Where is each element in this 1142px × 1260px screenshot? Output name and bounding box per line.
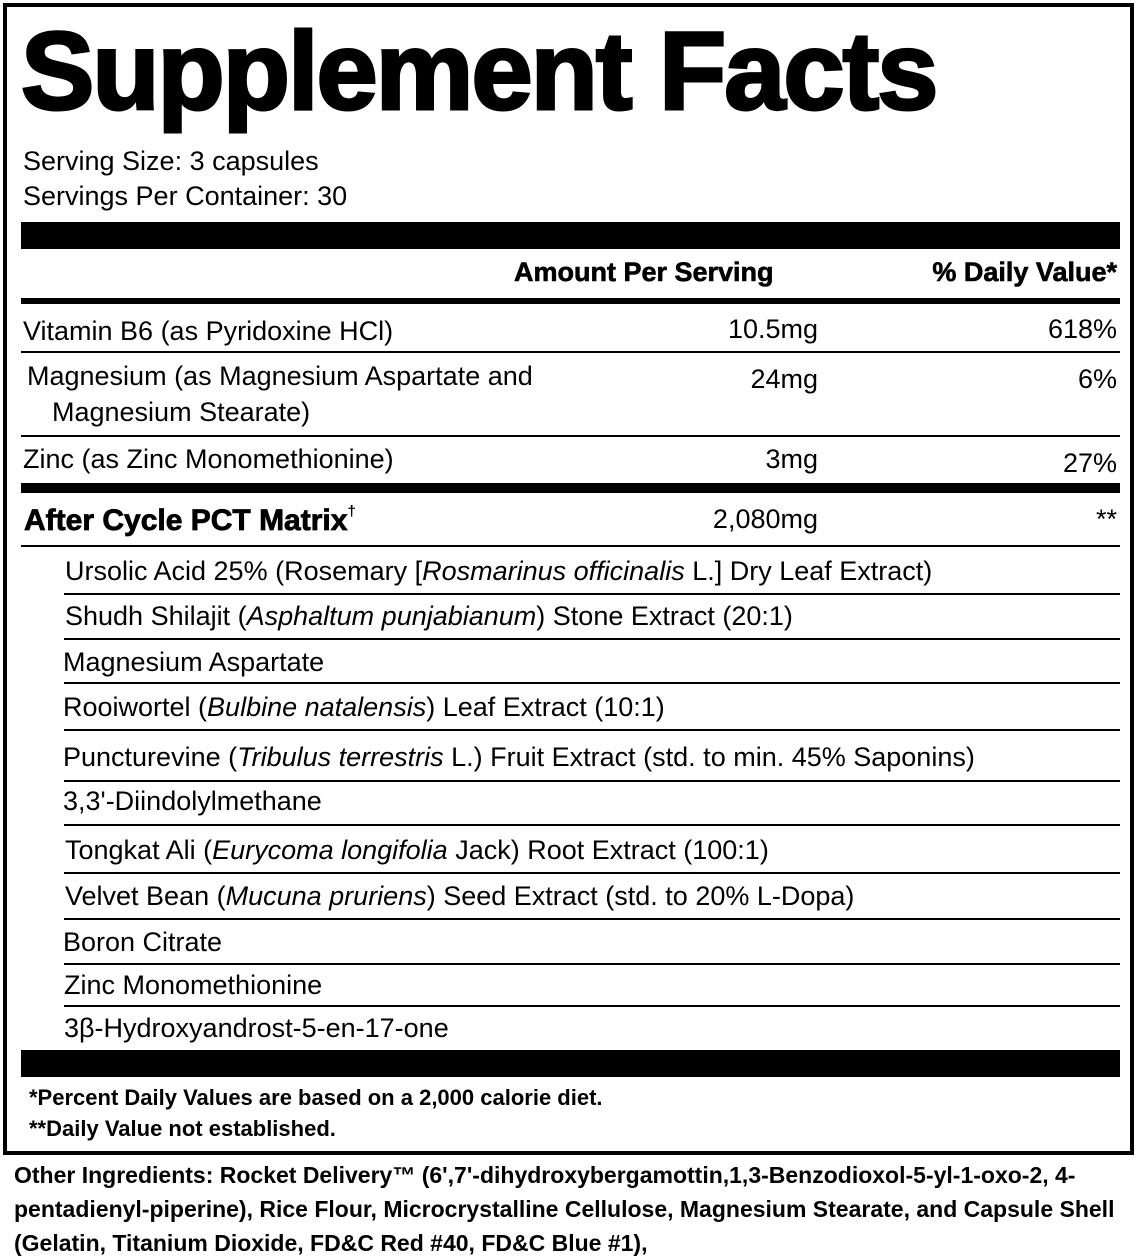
ingredient-text: L.] Dry Leaf Extract) bbox=[684, 556, 933, 586]
ingredient-text: ) Stone Extract (20:1) bbox=[536, 601, 793, 631]
ingredient-text: ) Leaf Extract (10:1) bbox=[426, 692, 665, 722]
ingredient-text: 3,3'-Diindolylmethane bbox=[63, 786, 322, 816]
ingredient-text: Tongkat Ali ( bbox=[65, 835, 213, 865]
ingredient-latin-name: Mucuna pruriens bbox=[225, 881, 427, 911]
ingredient-diindolylmethane bbox=[63, 784, 322, 818]
ingredient-text: Puncturevine ( bbox=[63, 742, 238, 772]
ingredient-shudh-shilajit bbox=[65, 599, 793, 633]
ingredient-hydroxyandrostenone bbox=[64, 1011, 449, 1045]
row-divider bbox=[64, 638, 1120, 640]
ingredient-latin-name: Bulbine natalensis bbox=[207, 692, 427, 722]
row-divider bbox=[21, 545, 1120, 547]
ingredient-text: Shudh Shilajit ( bbox=[65, 601, 247, 631]
footnote-daily-values: *Percent Daily Values are based on a 2,000 calorie diet. bbox=[29, 1085, 603, 1110]
servings-per-container: Servings Per Container: 30 bbox=[23, 181, 348, 211]
matrix-amount: 2,080mg bbox=[712, 504, 818, 534]
other-ingredients: Other Ingredients: Rocket Delivery™ (6',7'-dihydroxybergamottin,1,3-Benzodioxol-5-yl-1-oxo-2, 4-pentadienyl-piperine), Rice Flour, Microcrystalline Cellulose, Magnesium Stearate, and Capsule Shell (Gelatin, Titanium Dioxide, FD&C Red #40, FD&C Blue #1), bbox=[14, 1162, 1115, 1256]
nutrient-amount-magnesium: 24mg bbox=[750, 364, 818, 394]
row-divider bbox=[64, 1005, 1120, 1007]
matrix-name bbox=[24, 503, 356, 538]
ingredient-rooiwortel bbox=[63, 690, 665, 724]
daily-value-header: % Daily Value* bbox=[932, 257, 1117, 287]
row-divider bbox=[21, 435, 1120, 437]
thick-divider-top bbox=[21, 222, 1120, 249]
row-divider bbox=[64, 780, 1120, 782]
ingredient-tongkat-ali bbox=[65, 833, 769, 867]
ingredient-text: ) Seed Extract (std. to 20% L-Dopa) bbox=[426, 881, 855, 911]
row-divider bbox=[64, 872, 1120, 874]
row-divider bbox=[64, 593, 1120, 595]
ingredient-latin-name: Asphaltum punjabianum bbox=[246, 601, 537, 631]
footnote-not-established: **Daily Value not established. bbox=[29, 1116, 336, 1141]
ingredient-magnesium-aspartate bbox=[63, 645, 324, 679]
row-divider bbox=[64, 824, 1120, 826]
supplement-facts-panel bbox=[3, 3, 1134, 1155]
row-divider bbox=[64, 918, 1120, 920]
nutrient-name-zinc: Zinc (as Zinc Monomethionine) bbox=[23, 444, 394, 474]
amount-per-serving-header: Amount Per Serving bbox=[514, 257, 774, 287]
ingredient-ursolic-acid bbox=[65, 554, 932, 588]
ingredient-text: 3β-Hydroxyandrost-5-en-17-one bbox=[64, 1013, 449, 1043]
row-divider bbox=[21, 351, 1120, 353]
ingredient-text: Jack) Root Extract (100:1) bbox=[447, 835, 769, 865]
nutrient-name-magnesium-line1: Magnesium (as Magnesium Aspartate and bbox=[27, 361, 533, 391]
ingredient-latin-name: Tribulus terrestris bbox=[237, 742, 444, 772]
row-divider bbox=[64, 963, 1120, 965]
thick-divider-bottom bbox=[21, 1050, 1120, 1077]
nutrient-name-vitamin-b6: Vitamin B6 (as Pyridoxine HCl) bbox=[23, 316, 394, 346]
nutrient-name-magnesium-line2: Magnesium Stearate) bbox=[52, 397, 311, 427]
nutrient-dv-zinc: 27% bbox=[1062, 448, 1117, 478]
nutrient-dv-vitamin-b6: 618% bbox=[1047, 314, 1117, 344]
row-divider bbox=[64, 729, 1120, 731]
nutrient-amount-zinc: 3mg bbox=[765, 444, 818, 474]
ingredient-text: L.) Fruit Extract (std. to min. 45% Saponins) bbox=[443, 742, 975, 772]
ingredient-latin-name: Eurycoma longifolia bbox=[212, 835, 448, 865]
nutrient-dv-magnesium: 6% bbox=[1077, 364, 1117, 394]
ingredient-text: Magnesium Aspartate bbox=[63, 647, 325, 677]
row-divider bbox=[64, 682, 1120, 684]
ingredient-latin-name: Rosmarinus officinalis bbox=[422, 556, 685, 586]
matrix-name-text: After Cycle PCT Matrix bbox=[24, 504, 348, 537]
matrix-dv: ** bbox=[1095, 504, 1117, 534]
ingredient-velvet-bean bbox=[65, 879, 854, 913]
dagger-mark: † bbox=[347, 503, 356, 520]
ingredient-text: Zinc Monomethionine bbox=[64, 970, 323, 1000]
thick-divider-middle bbox=[21, 483, 1120, 493]
panel-title: Supplement Facts bbox=[21, 10, 937, 133]
ingredient-puncturevine bbox=[63, 740, 975, 774]
header-divider bbox=[21, 298, 1120, 304]
ingredient-boron-citrate bbox=[63, 925, 222, 959]
ingredient-text: Boron Citrate bbox=[63, 927, 223, 957]
ingredient-text: Rooiwortel ( bbox=[63, 692, 208, 722]
ingredient-zinc-monomethionine bbox=[64, 968, 322, 1002]
nutrient-amount-vitamin-b6: 10.5mg bbox=[727, 314, 818, 344]
serving-size: Serving Size: 3 capsules bbox=[23, 146, 319, 176]
ingredient-text: Velvet Bean ( bbox=[65, 881, 226, 911]
ingredient-text: Ursolic Acid 25% (Rosemary [ bbox=[65, 556, 423, 586]
